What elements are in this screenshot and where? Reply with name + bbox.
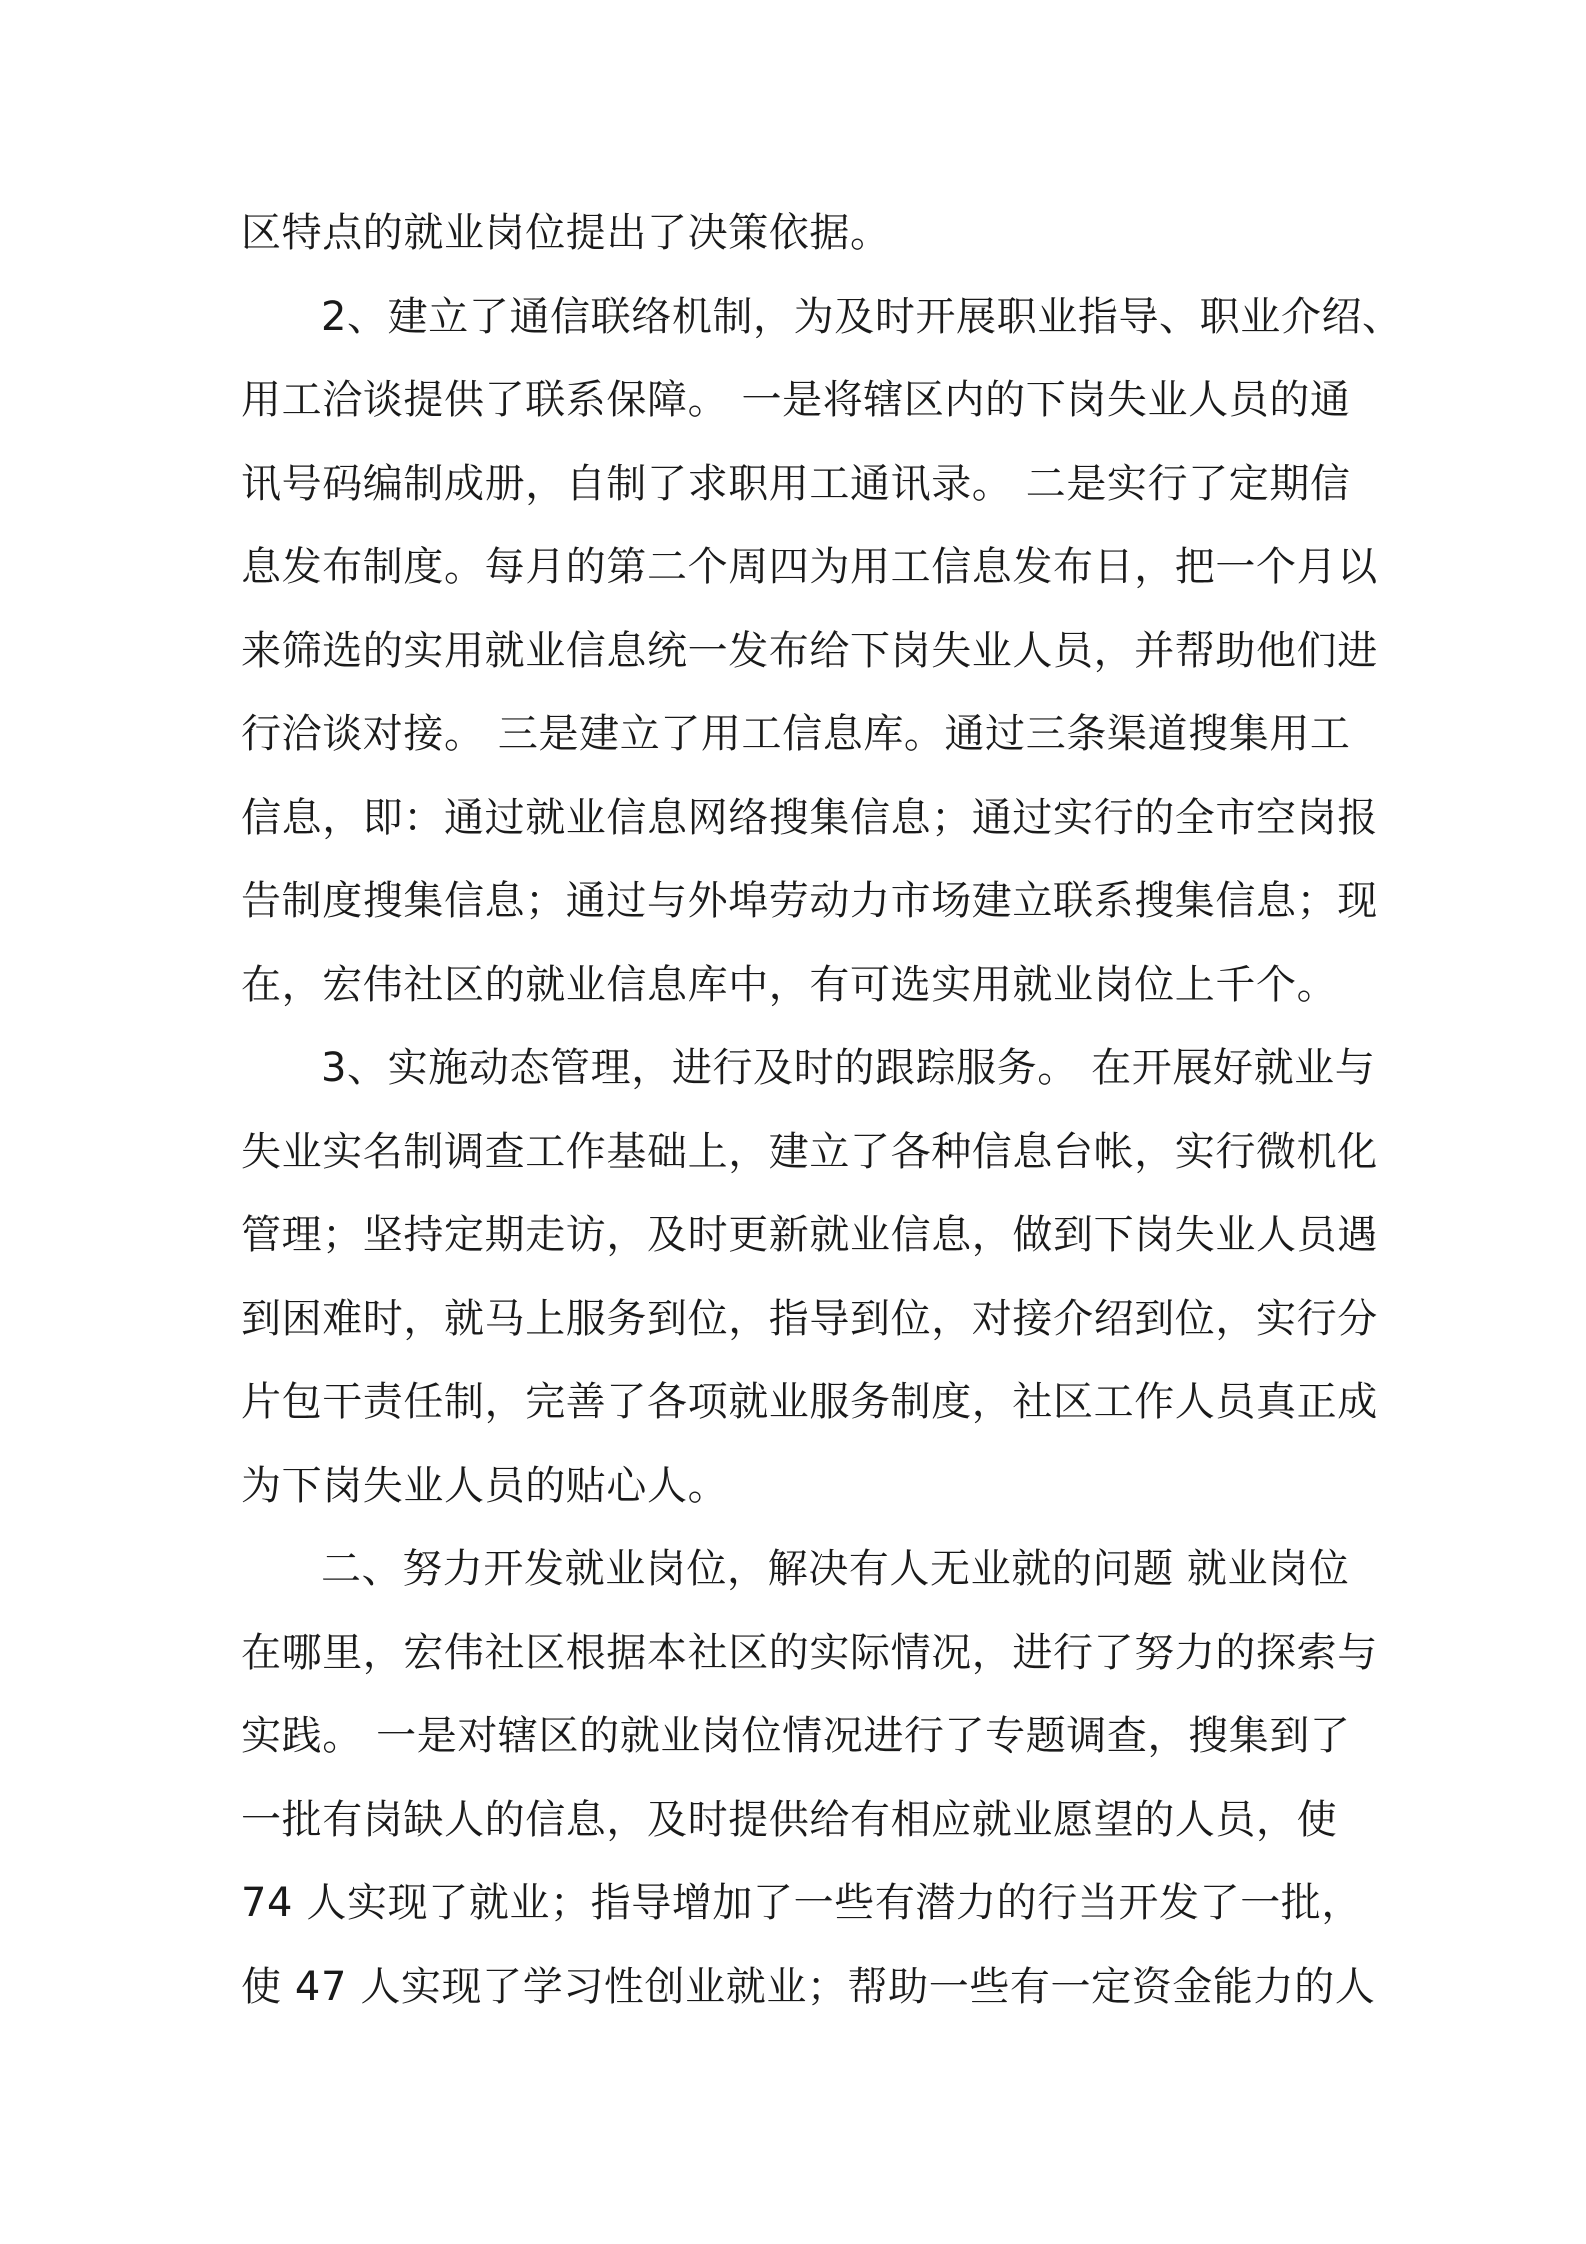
text-line: 3、实施动态管理，进行及时的跟踪服务。 在开展好就业与: [321, 1045, 1376, 1091]
text-line: 在哪里，宏伟社区根据本社区的实际情况，进行了努力的探索与: [241, 1629, 1378, 1676]
text-line: 行洽谈对接。 三是建立了用工信息库。通过三条渠道搜集用工: [241, 711, 1351, 757]
text-line: 在，宏伟社区的就业信息库中，有可选实用就业岗位上千个。: [241, 961, 1338, 1008]
text-line: 讯号码编制成册，自制了求职用工通讯录。 二是实行了定期信: [241, 460, 1351, 507]
text-line: 74 人实现了就业；指导增加了一些有潜力的行当开发了一批，: [241, 1880, 1363, 1926]
text-line: 为下岗失业人员的贴心人。: [241, 1462, 729, 1509]
text-line: 实践。 一是对辖区的就业岗位情况进行了专题调查，搜集到了: [241, 1713, 1351, 1759]
text-line: 2、建立了通信联络机制，为及时开展职业指导、职业介绍、: [321, 293, 1403, 340]
text-line: 信息，即：通过就业信息网络搜集信息；通过实行的全市空岗报: [241, 794, 1378, 841]
text-line: 管理；坚持定期走访，及时更新就业信息，做到下岗失业人员遇: [241, 1212, 1378, 1258]
text-line: 息发布制度。每月的第二个周四为用工信息发布日，把一个月以: [241, 544, 1378, 590]
text-line: 用工洽谈提供了联系保障。 一是将辖区内的下岗失业人员的通: [241, 377, 1351, 423]
text-line: 片包干责任制，完善了各项就业服务制度，社区工作人员真正成: [241, 1379, 1378, 1425]
document-body: [241, 192, 1403, 2029]
text-line: 一批有岗缺人的信息，及时提供给有相应就业愿望的人员，使: [241, 1796, 1338, 1843]
text-line: 二、努力开发就业岗位，解决有人无业就的问题 就业岗位: [321, 1546, 1350, 1592]
text-line: 到困难时，就马上服务到位，指导到位，对接介绍到位，实行分: [241, 1295, 1378, 1342]
text-line: 区特点的就业岗位提出了决策依据。: [241, 210, 891, 256]
text-line: 失业实名制调查工作基础上，建立了各种信息台帐，实行微机化: [241, 1128, 1378, 1175]
text-line: 使 47 人实现了学习性创业就业；帮助一些有一定资金能力的人: [241, 1963, 1376, 2010]
text-line: 来筛选的实用就业信息统一发布给下岗失业人员，并帮助他们进: [241, 627, 1378, 674]
text-line: 告制度搜集信息；通过与外埠劳动力市场建立联系搜集信息；现: [241, 878, 1378, 924]
